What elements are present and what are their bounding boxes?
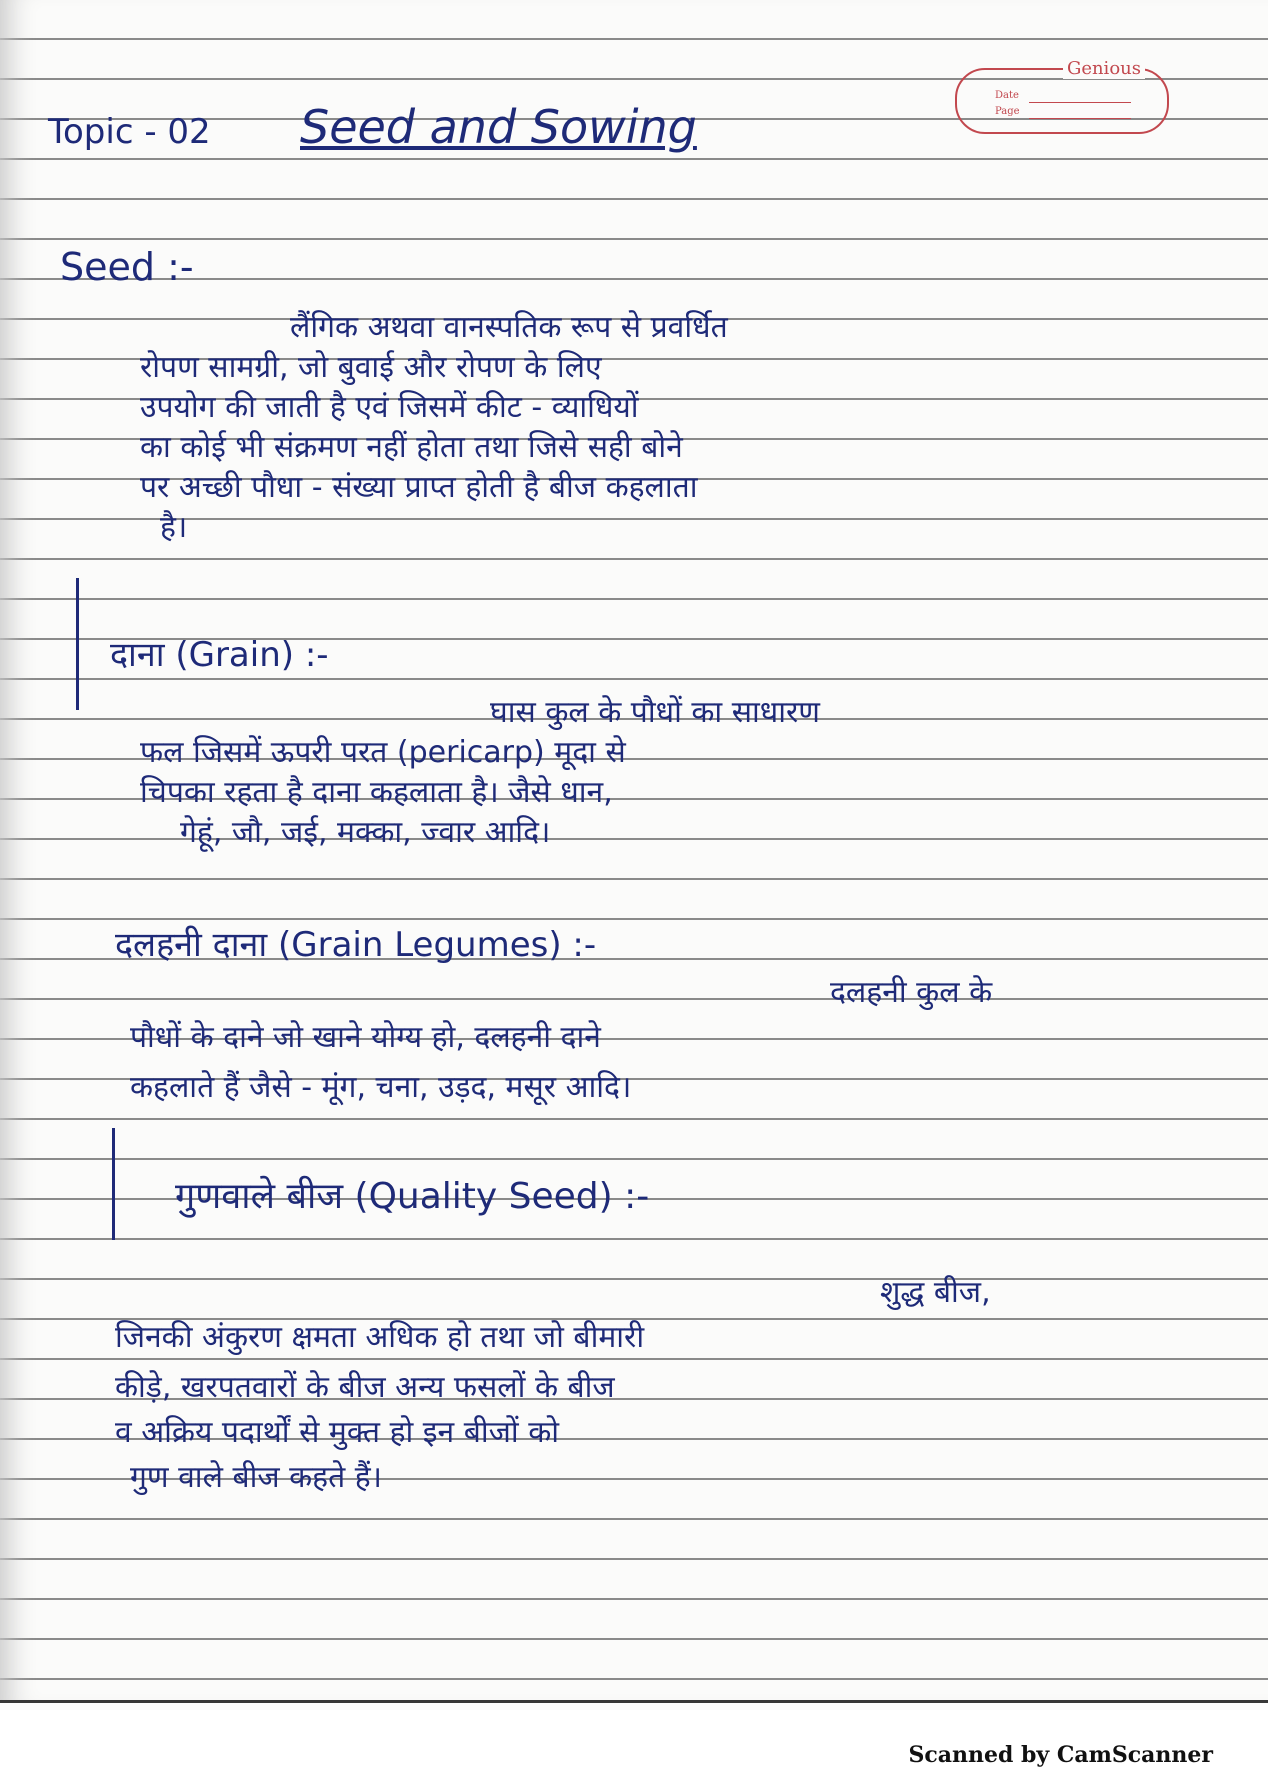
scanner-watermark: Scanned by CamScanner	[908, 1742, 1213, 1768]
section-heading-quality-seed: गुणवाले बीज (Quality Seed) :-	[175, 1176, 650, 1217]
quality-line-1: शुद्ध बीज,	[880, 1275, 991, 1310]
quality-line-4: व अक्रिय पदार्थों से मुक्त हो इन बीजों को	[115, 1415, 559, 1450]
seed-line-5: पर अच्छी पौधा - संख्या प्राप्त होती है बीज कहलाता	[140, 470, 698, 505]
seed-line-2: रोपण सामग्री, जो बुवाई और रोपण के लिए	[140, 350, 602, 385]
notebook-brand-logo	[955, 58, 1169, 134]
quality-line-2: जिनकी अंकुरण क्षमता अधिक हो तथा जो बीमारी	[115, 1320, 645, 1355]
margin-bracket-quality	[112, 1128, 115, 1240]
grain-line-2: फल जिसमें ऊपरी परत (pericarp) मूदा से	[140, 735, 626, 770]
legumes-line-1: दलहनी कुल के	[830, 975, 993, 1010]
page-title: Seed and Sowing	[300, 100, 697, 154]
date-label: Date	[995, 90, 1019, 101]
brand-name: Genious	[1063, 58, 1145, 79]
topic-label: Topic - 02	[48, 112, 211, 152]
grain-line-3: चिपका रहता है दाना कहलाता है। जैसे धान,	[140, 775, 613, 810]
date-line	[1029, 102, 1131, 103]
legumes-line-2: पौधों के दाने जो खाने योग्य हो, दलहनी दाने	[130, 1020, 601, 1055]
seed-line-4: का कोई भी संक्रमण नहीं होता तथा जिसे सही बोने	[140, 430, 683, 465]
page-label: Page	[995, 106, 1020, 117]
seed-line-6: है।	[160, 510, 188, 545]
quality-line-5: गुण वाले बीज कहते हैं।	[130, 1460, 383, 1495]
legumes-line-3: कहलाते हैं जैसे - मूंग, चना, उड़द, मसूर आदि।	[130, 1070, 632, 1105]
quality-line-3: कीड़े, खरपतवारों के बीज अन्य फसलों के बीज	[115, 1370, 615, 1405]
section-heading-grain: दाना (Grain) :-	[110, 635, 329, 675]
grain-line-1: घास कुल के पौधों का साधारण	[490, 695, 820, 730]
section-heading-grain-legumes: दलहनी दाना (Grain Legumes) :-	[115, 925, 597, 965]
seed-line-3: उपयोग की जाती है एवं जिसमें कीट - व्याधियों	[140, 390, 639, 425]
margin-bracket-grain	[76, 578, 79, 710]
section-heading-seed: Seed :-	[60, 245, 194, 289]
page-line	[1029, 118, 1131, 119]
seed-line-1: लैंगिक अथवा वानस्पतिक रूप से प्रवर्धित	[290, 310, 728, 345]
grain-line-4: गेहूं, जौ, जई, मक्का, ज्वार आदि।	[180, 815, 551, 850]
